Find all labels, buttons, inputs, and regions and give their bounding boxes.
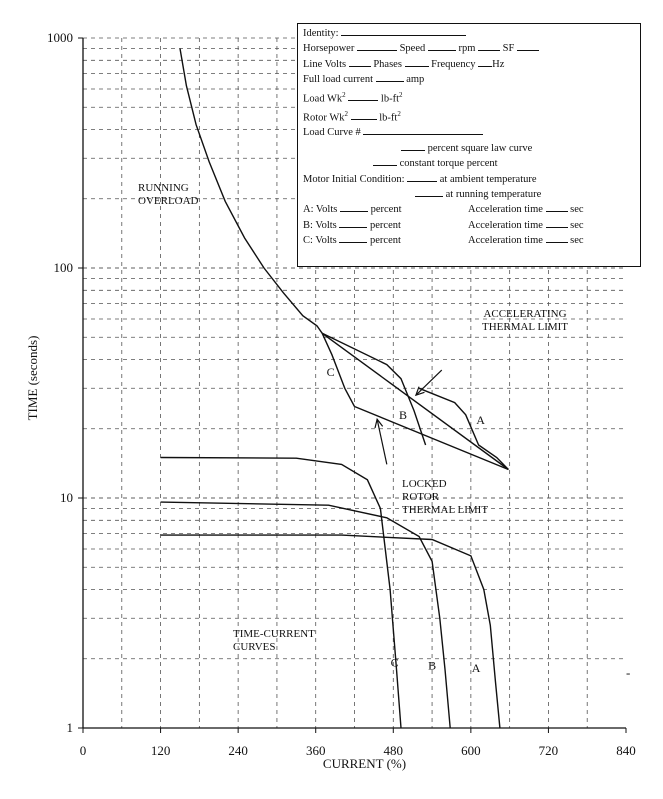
form-row-constant-torque — [303, 156, 635, 171]
accel-arrow-shaft — [416, 370, 442, 395]
rotor-wk-unit-sup: 2 — [397, 109, 401, 118]
c-accel-label: Acceleration time — [468, 235, 543, 247]
load-wk-blank — [348, 91, 378, 101]
a-accel-blank — [546, 202, 568, 212]
b-accel-label: Acceleration time — [468, 219, 543, 231]
phases-label: Phases — [373, 58, 402, 70]
form-row-horsepower — [303, 41, 635, 56]
constant-torque-label: constant torque percent — [399, 158, 498, 170]
curve-accelerating-limit-line — [322, 333, 508, 469]
rotor-wk-blank — [351, 110, 377, 120]
horsepower-blank — [357, 41, 397, 51]
line-volts-label: Line Volts — [303, 58, 347, 70]
b-volts-group — [303, 218, 468, 233]
full-load-blank — [376, 72, 404, 82]
form-row-c-volts — [303, 233, 635, 248]
constant-torque-blank — [373, 156, 397, 166]
x-tick-label: 0 — [79, 743, 87, 758]
phases-blank — [405, 57, 429, 67]
line-volts-blank — [349, 57, 371, 67]
initial-condition-label: Motor Initial Condition: — [303, 173, 405, 185]
b-volts-label: B: Volts — [303, 219, 337, 231]
annotation-locked-rotor-thermal-limit: ROTOR — [402, 491, 440, 503]
form-row-identity — [303, 26, 635, 41]
b-sec-label: sec — [570, 219, 584, 231]
amp-label: amp — [406, 74, 425, 86]
identity-label: Identity: — [303, 28, 339, 39]
rpm-label: rpm — [458, 43, 476, 55]
b-accel-blank — [546, 218, 568, 228]
form-row-percent-square — [303, 141, 635, 156]
annotation-time-current-curves: TIME-CURRENT — [233, 628, 315, 640]
hz-label: Hz — [492, 58, 505, 70]
speed-blank — [428, 41, 456, 51]
c-sec-label: sec — [570, 235, 584, 247]
frequency-blank — [478, 57, 492, 67]
horsepower-label: Horsepower — [303, 43, 355, 55]
x-tick-label: 600 — [461, 743, 481, 758]
sf-blank — [517, 41, 539, 51]
form-row-a-volts — [303, 202, 635, 217]
x-tick-label: 840 — [616, 743, 636, 758]
x-tick-label: 720 — [538, 743, 559, 758]
curve-thermal-limit-A — [419, 388, 508, 469]
identity-blank — [341, 26, 466, 36]
curve-letter-A: A — [476, 412, 485, 427]
y-tick-label: 1 — [66, 720, 73, 735]
running-blank — [415, 187, 443, 197]
rotor-wk-label: Rotor Wk — [303, 112, 345, 124]
curve-letter-B: B — [398, 408, 407, 423]
a-volts-group — [303, 202, 468, 217]
annotation-running-overload: OVERLOAD — [138, 195, 199, 207]
a-accel-group — [468, 202, 584, 217]
b-accel-group — [468, 218, 584, 233]
load-curve-label: Load Curve # — [303, 127, 361, 139]
form-row-running — [303, 187, 635, 202]
form-row-full-load — [303, 72, 635, 87]
x-tick-label: 480 — [383, 743, 404, 758]
full-load-current-label: Full load current — [303, 74, 373, 86]
annotation-accelerating-thermal-limit: ACCELERATING — [483, 308, 567, 320]
ambient-blank — [407, 172, 437, 182]
frequency-label: Frequency — [431, 58, 476, 70]
annotation-time-current-curves: CURVES — [233, 641, 276, 653]
y-axis-title: TIME (seconds) — [25, 335, 40, 421]
load-wk-unit-sup: 2 — [399, 90, 403, 99]
b-percent-label: percent — [370, 219, 401, 231]
a-sec-label: sec — [570, 204, 584, 216]
b-volts-blank — [339, 218, 367, 228]
margin-mark: - — [626, 665, 631, 680]
y-tick-label: 10 — [60, 490, 73, 505]
a-percent-label: percent — [370, 204, 402, 216]
annotation-locked-rotor-thermal-limit: THERMAL LIMIT — [402, 504, 489, 516]
form-row-line-volts — [303, 57, 635, 72]
curve-letter-B: B — [428, 658, 437, 673]
form-row-rotor-wk — [303, 107, 635, 126]
x-axis-title: CURRENT (%) — [322, 756, 407, 771]
y-tick-label: 100 — [53, 260, 73, 275]
c-volts-group — [303, 233, 468, 248]
curve-time-current-A — [161, 535, 500, 728]
x-tick-label: 120 — [150, 743, 171, 758]
speed-label: Speed — [399, 43, 426, 55]
c-accel-group — [468, 233, 584, 248]
c-percent-label: percent — [370, 235, 401, 247]
x-tick-label: 240 — [228, 743, 248, 758]
at-running-label: at running temperature — [445, 189, 542, 201]
load-wk-unit: lb-ft — [380, 93, 399, 105]
annotation-locked-rotor-thermal-limit: LOCKED — [402, 478, 447, 490]
curve-letter-C: C — [390, 655, 399, 670]
y-tick-label: 1000 — [47, 30, 73, 45]
curve-time-current-B — [161, 502, 451, 728]
annotation-accelerating-thermal-limit: THERMAL LIMIT — [481, 321, 569, 333]
rpm-blank — [478, 41, 500, 51]
form-row-b-volts — [303, 218, 635, 233]
annotation-running-overload: RUNNING — [138, 182, 189, 194]
c-volts-label: C: Volts — [303, 235, 337, 247]
rotor-wk-unit: lb-ft — [379, 112, 398, 124]
curve-locked-rotor-limit-line — [355, 407, 509, 470]
a-volts-label: A: Volts — [303, 204, 338, 216]
percent-square-label: percent square law curve — [427, 142, 533, 154]
load-wk-sup: 2 — [342, 90, 346, 99]
curve-letter-A: A — [471, 661, 481, 676]
c-accel-blank — [546, 233, 568, 243]
load-wk-label: Load Wk — [303, 93, 343, 105]
a-accel-label: Acceleration time — [468, 204, 543, 216]
motor-data-form — [297, 23, 641, 267]
form-row-load-curve — [303, 125, 635, 140]
percent-square-blank — [401, 141, 425, 151]
curve-thermal-limit-B — [322, 333, 425, 445]
x-tick-label: 360 — [305, 743, 326, 758]
a-volts-blank — [340, 202, 368, 212]
curve-letter-C: C — [326, 364, 335, 379]
form-row-initial-condition — [303, 172, 635, 187]
rotor-wk-sup: 2 — [344, 109, 349, 118]
load-curve-blank — [363, 125, 483, 135]
sf-label: SF — [502, 43, 515, 55]
c-volts-blank — [339, 233, 367, 243]
form-row-load-wk — [303, 88, 635, 107]
at-ambient-label: at ambient temperature — [439, 173, 537, 185]
